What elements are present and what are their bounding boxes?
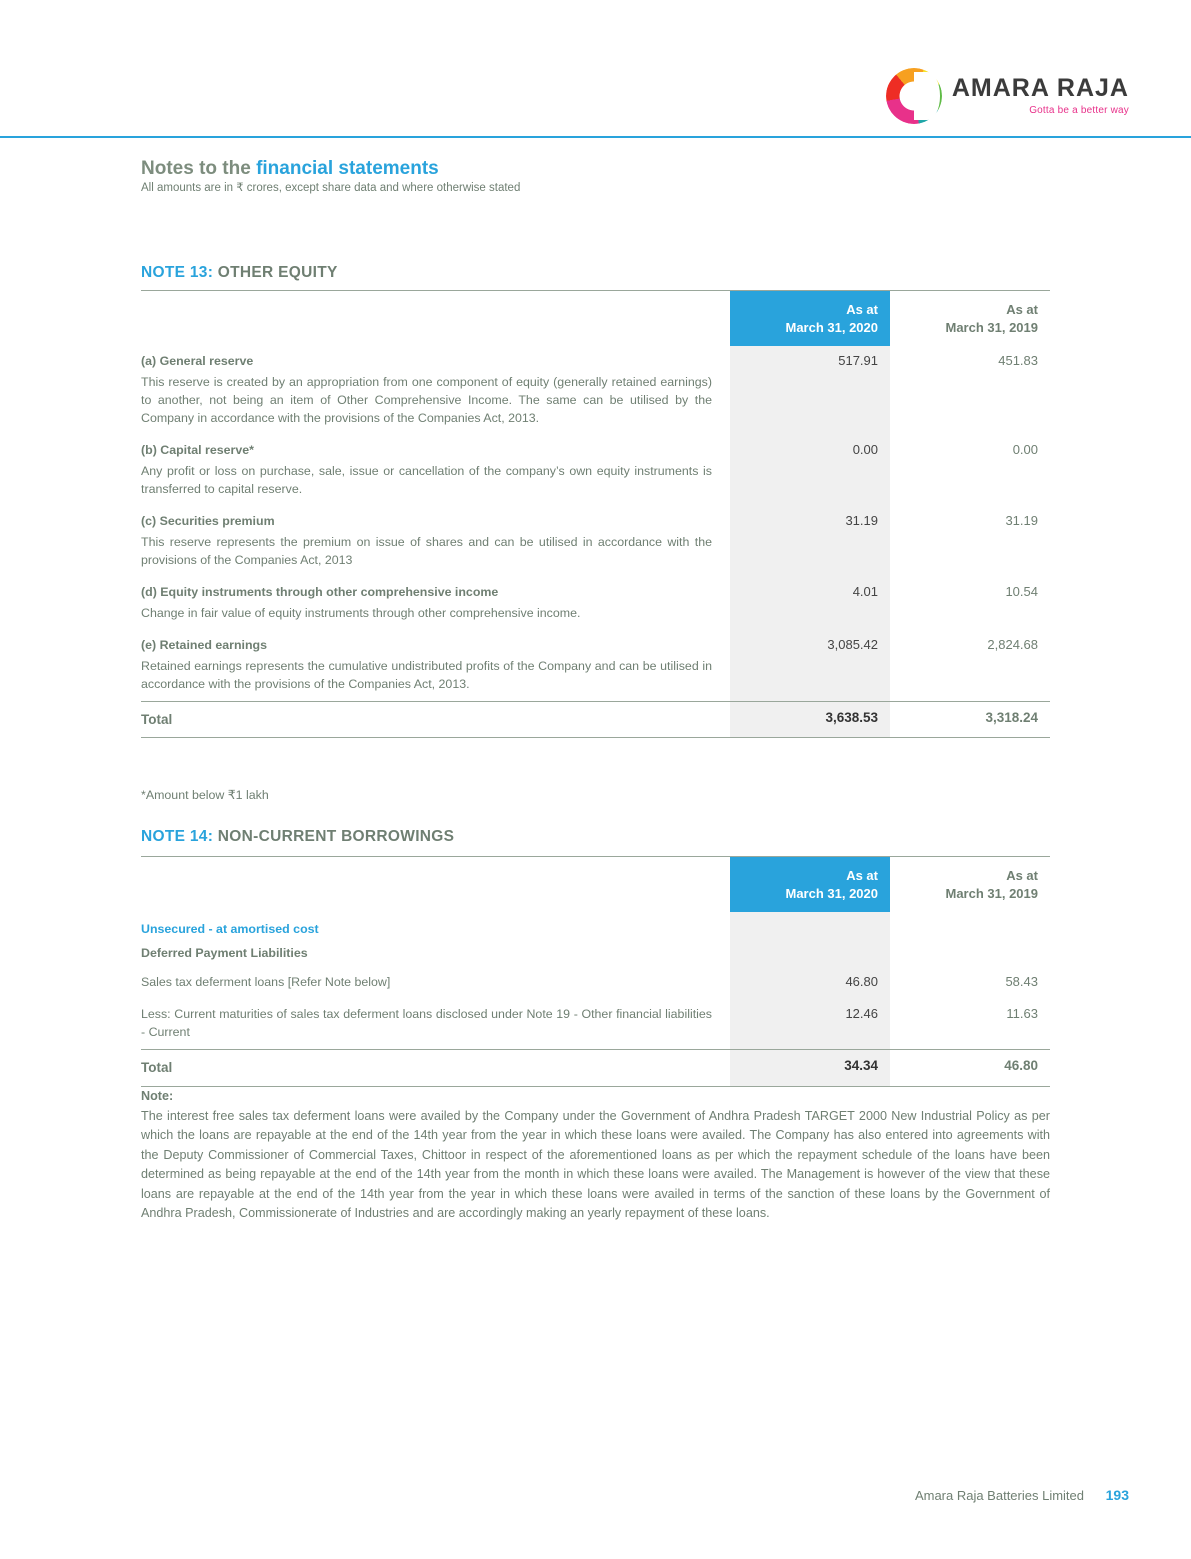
- row-value-previous: 31.19: [1005, 512, 1038, 528]
- row-value-current: 517.91: [730, 346, 890, 435]
- footer-company: Amara Raja Batteries Limited: [914, 1488, 1085, 1503]
- row-value-previous: 2,824.68: [987, 636, 1038, 652]
- row-label: (b) Capital reserve*: [141, 443, 254, 458]
- total-value-current: 34.34: [730, 1050, 890, 1087]
- total-value-current: 3,638.53: [730, 701, 890, 738]
- header-previous-line1: As at: [1006, 302, 1038, 317]
- page-footer: [915, 1487, 1129, 1503]
- header-previous-year: [890, 857, 1050, 912]
- row-label: (d) Equity instruments through other comprehensive income: [141, 584, 499, 599]
- header-blank: [141, 291, 730, 346]
- row-text: This reserve represents the premium on issue of shares and can be utilised in accordance with the provisions of the Companies Act, 2013: [141, 534, 712, 567]
- header-previous-line1: As at: [1006, 868, 1038, 883]
- note-14-heading: [141, 828, 454, 846]
- header-current-line1: As at: [846, 302, 878, 317]
- section-value-previous: [890, 912, 1050, 941]
- total-label: Total: [141, 1050, 730, 1087]
- header-current-year: [730, 857, 890, 912]
- table-section-row: [141, 912, 1050, 941]
- note-13-name: OTHER EQUITY: [217, 264, 338, 281]
- row-value-previous: 0.00: [1012, 442, 1038, 458]
- row-label: (c) Securities premium: [141, 513, 275, 528]
- row-text: Any profit or loss on purchase, sale, issue or cancellation of the company’s own equity instruments is transferred to capital reserve.: [141, 464, 712, 496]
- non-current-borrowings-table: [141, 856, 1050, 1087]
- header-divider: [0, 136, 1191, 138]
- row-value-current: 12.46: [730, 999, 890, 1049]
- header-previous-line2: March 31, 2019: [945, 319, 1038, 335]
- section-heading: Unsecured - at amortised cost: [141, 922, 319, 937]
- note-text: The interest free sales tax deferment loans were availed by the Company under the Government of Andhra Pradesh TARGET 2000 New Industrial Policy as per which the loans are repayable at the end of the 14th year from the year in which these loans were availed. The Company has also entered into agreements with the Deputy Commissioner of Commercial Taxes, Chittoor in respect of the aforementioned loans as per which the repayment schedule of the loans have been determined as being repayable at the end of the 14th year from the month in which these loans were availed. The Management is however of the view that these loans are repayable at the end of the 14th year from the year in which these loans were availed in terms of the sanction of these loans by the Government of Andhra Pradesh, Commissionerate of Industries and are accordingly making an yearly repayment of these loans.: [141, 1108, 1050, 1221]
- sub-heading: Deferred Payment Liabilities: [141, 946, 308, 961]
- note-13-number: NOTE 13:: [141, 264, 214, 281]
- table-header-row: [141, 857, 1050, 912]
- logo-tagline: Gotta be a better way: [1029, 105, 1129, 116]
- row-label: Less: Current maturities of sales tax deferment loans disclosed under Note 19 - Other financial liabilities - Current: [141, 1007, 712, 1040]
- table-row: [141, 630, 1050, 701]
- header-current-line2: March 31, 2020: [785, 885, 878, 901]
- section-value-current: [730, 912, 890, 941]
- note-14-name: NON-CURRENT BORROWINGS: [217, 828, 455, 845]
- table-row: [141, 435, 1050, 506]
- note-label: Note:: [141, 1089, 174, 1103]
- row-text: Change in fair value of equity instruments through other comprehensive income.: [141, 605, 581, 620]
- row-value-current: 46.80: [730, 967, 890, 999]
- row-label: (a) General reserve: [141, 354, 254, 369]
- note-13-heading: [141, 264, 338, 282]
- row-description: [141, 630, 730, 701]
- row-description: [141, 577, 730, 630]
- page-subtitle: All amounts are in ₹ crores, except share data and where otherwise stated: [141, 182, 521, 194]
- table-total-row: [141, 1050, 1050, 1087]
- page-title-plain: Notes to the: [141, 158, 257, 179]
- sub-value-previous: [890, 941, 1050, 967]
- row-value-current: 31.19: [730, 506, 890, 577]
- table-total-row: [141, 701, 1050, 738]
- page-title: [141, 158, 439, 180]
- header-previous-line2: March 31, 2019: [945, 885, 1038, 901]
- header-current-line2: March 31, 2020: [785, 319, 878, 335]
- header-previous-year: [890, 291, 1050, 346]
- table-row: [141, 577, 1050, 630]
- row-description: [141, 435, 730, 506]
- row-value-previous: 451.83: [998, 353, 1038, 369]
- table-subsection-row: [141, 941, 1050, 967]
- row-text: Retained earnings represents the cumulative undistributed profits of the Company and can be utilised in accordance with the provisions of the Companies Act, 2013.: [141, 658, 712, 691]
- table-row: [141, 506, 1050, 577]
- table-row: [141, 967, 1050, 999]
- row-value-current: 3,085.42: [730, 630, 890, 701]
- total-value-previous: 46.80: [890, 1050, 1050, 1087]
- row-label: Sales tax deferment loans [Refer Note below]: [141, 975, 391, 990]
- logo-company-name: AMARA RAJA: [951, 74, 1129, 102]
- row-value-current: 0.00: [730, 435, 890, 506]
- other-equity-table: [141, 290, 1050, 738]
- header-blank: [141, 857, 730, 912]
- row-value-previous: 11.63: [1006, 1006, 1038, 1022]
- amara-raja-circle-logo-icon: [886, 68, 942, 124]
- header-current-line1: As at: [846, 868, 878, 883]
- footer-page-number: 193: [1105, 1487, 1129, 1503]
- row-description: [141, 346, 730, 435]
- note-14-note: [141, 1087, 1050, 1224]
- total-label: Total: [141, 701, 730, 738]
- page-title-accent: financial statements: [256, 158, 439, 179]
- table-row: [141, 346, 1050, 435]
- row-text: This reserve is created by an appropriation from one component of equity (generally retained earnings) to another, not being an item of Other Comprehensive Income. The same can be utilised by the Company in accordance with the provisions of the Companies Act, 2013.: [141, 375, 712, 426]
- note-14-number: NOTE 14:: [141, 828, 214, 845]
- note-13-footnote: *Amount below ₹1 lakh: [141, 788, 269, 802]
- total-value-previous: 3,318.24: [890, 701, 1050, 738]
- row-value-previous: 58.43: [1005, 974, 1038, 990]
- company-logo: [886, 68, 1129, 124]
- row-label: (e) Retained earnings: [141, 637, 267, 652]
- row-value-current: 4.01: [730, 577, 890, 630]
- sub-value-current: [730, 941, 890, 967]
- table-header-row: [141, 291, 1050, 346]
- row-value-previous: 10.54: [1005, 583, 1038, 599]
- row-description: [141, 506, 730, 577]
- header-current-year: [730, 291, 890, 346]
- table-row: [141, 999, 1050, 1049]
